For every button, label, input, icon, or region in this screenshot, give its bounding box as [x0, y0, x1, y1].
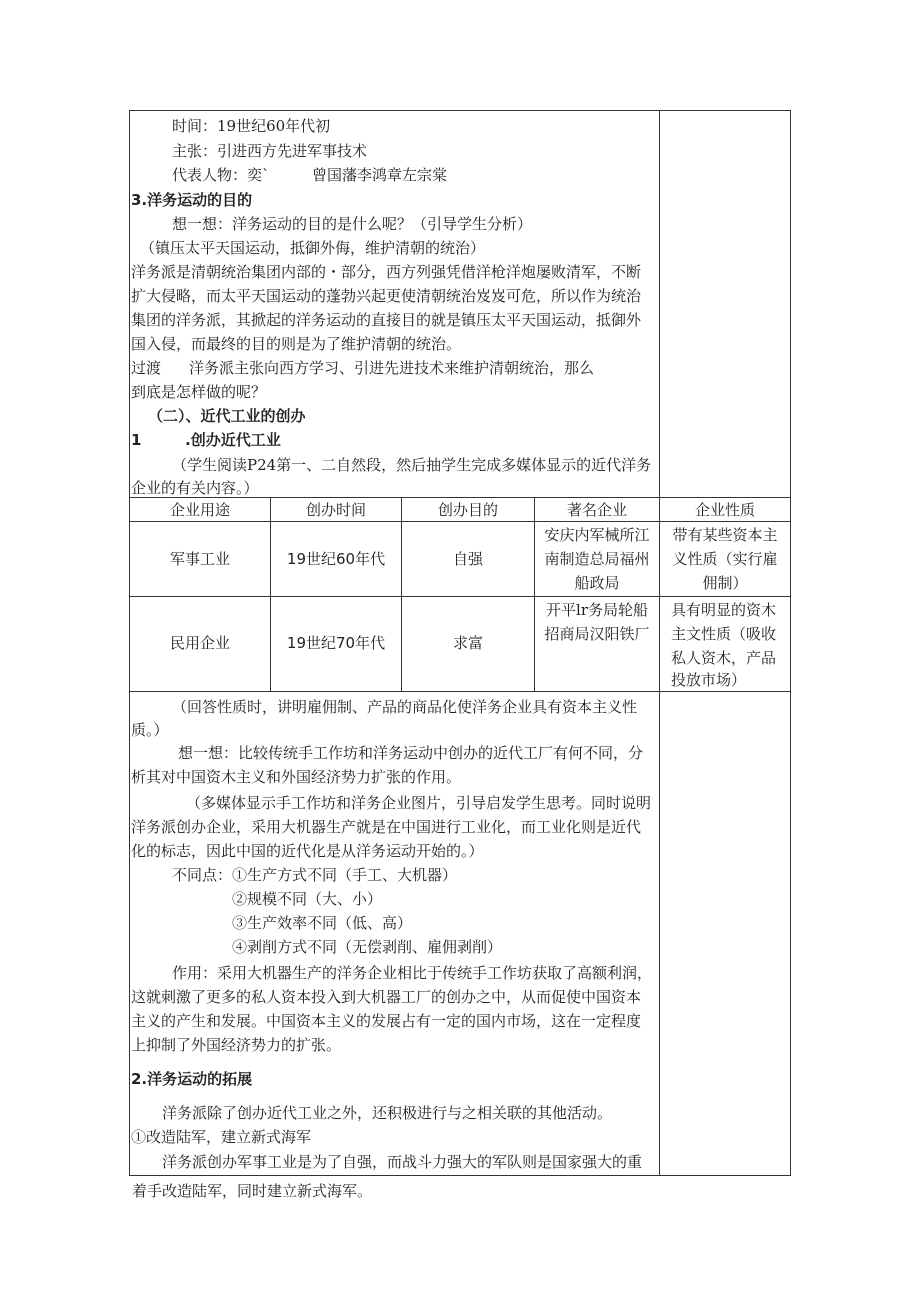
row1-nature-1: 带有某些资本主	[672, 526, 778, 544]
main-column-divider-bottom	[659, 691, 660, 1176]
para1-line2: 扩大侵略，而太平天国运动的蓬勃兴起更使清朝统治岌岌可危，所以作为统治	[131, 287, 642, 305]
row1-company-1: 安庆内军械所江	[544, 526, 650, 544]
row1-use: 军事工业	[169, 550, 230, 568]
think-question-2-line1: 想一想：比较传统手工作坊和洋务运动中创办的近代工厂有何不同，分	[178, 744, 644, 762]
row1-nature-2: 义性质（实行雇	[672, 550, 778, 568]
effect-line2: 这就刺激了更多的私人资本投入到大机器工厂的创办之中，从而促使中国资本	[131, 988, 642, 1006]
inner-col-divider-2	[401, 497, 402, 691]
effect-line4: 上抑制了外国经济势力的扩张。	[131, 1036, 342, 1054]
row2-nature-4: 投放市场）	[671, 671, 747, 689]
table-right-border	[790, 110, 791, 1176]
row2-nature-1: 具有明显的资木	[671, 601, 777, 619]
para1-line4: 国入侵，而最终的目的则是为了维护清朝的统治。	[131, 335, 462, 353]
heading-expand: 2.洋务运动的拓展	[131, 1070, 253, 1088]
row1-company-2: 南制造总局福州	[544, 550, 650, 568]
row2-nature-2: 主文性质（吸收	[671, 625, 777, 643]
row2-company-2: 招商局汉阳铁厂	[544, 625, 650, 643]
item1-text: 洋务派创办军事工业是为了自强，而战斗力强大的军队则是国家强大的重	[162, 1153, 643, 1171]
table-top-border	[129, 110, 790, 111]
transition-text: 洋务派主张向西方学习、引进先进技术来维护清朝统治，那么	[189, 359, 595, 377]
diff-item-4: ④剥削方式不同（无偿剥削、雇佣剥削）	[232, 938, 503, 956]
reps-label: 代表人物：奕`	[172, 166, 270, 184]
diff-label: 不同点：	[172, 866, 233, 884]
claim-line: 主张：引进西方先进军事技术	[172, 142, 368, 160]
row2-nature-3: 私人资木，产品	[671, 649, 777, 667]
heading-purpose: 3.洋务运动的目的	[131, 191, 253, 209]
media-note-line3: 化的标志，因此中国的近代化是从洋务运动开始的。）	[131, 842, 484, 860]
header-purpose: 创办目的	[437, 501, 498, 519]
row1-purpose: 自强	[452, 550, 483, 568]
reading-line2: 企业的有关内容。）	[131, 479, 259, 497]
header-nature: 企业性质	[694, 501, 755, 519]
think-question-1: 想一想：洋务运动的目的是什么呢？（引导学生分析）	[172, 215, 533, 233]
effect-line1: 作用：采用大机器生产的洋务企业相比于传统手工作坊获取了高额利润，	[172, 964, 653, 982]
row1-nature-3: 佣制）	[702, 574, 748, 592]
reps-names: 曾国藩李鸿章左宗棠	[312, 166, 448, 184]
inner-table-row1-bottom	[129, 596, 790, 597]
row2-purpose: 求富	[452, 634, 483, 652]
row2-use: 民用企业	[169, 634, 230, 652]
header-companies: 著名企业	[566, 501, 627, 519]
effect-line3: 主义的产生和发展。中国资本主义的发展占有一定的国内市场，这在一定程度	[131, 1012, 642, 1030]
answer-note-line1: （回答性质时，讲明雇佣制、产品的商品化使洋务企业具有资本主义性	[172, 698, 638, 716]
reading-line1: （学生阅读P24第一、二自然段，然后抽学生完成多媒体显示的近代洋务	[172, 456, 652, 474]
inner-col-divider-1	[270, 497, 271, 691]
sub-heading-num: 1	[131, 431, 142, 449]
header-time: 创办时间	[305, 501, 366, 519]
expand-text: 洋务派除了创办近代工业之外，还积极进行与之相关联的其他活动。	[162, 1104, 613, 1122]
section-heading-industry: （二）、近代工业的创办	[148, 407, 306, 425]
inner-table-header-bottom	[129, 521, 790, 522]
sub-heading-title: .创办近代工业	[185, 431, 281, 449]
inner-table-bottom	[129, 691, 790, 692]
header-use: 企业用途	[169, 501, 230, 519]
row1-company-3: 船政局	[574, 574, 620, 592]
para1-line1: 洋务派是清朝统治集团内部的・部分，西方列强凭借洋枪洋炮屡败清军，不断	[131, 263, 642, 281]
row1-time: 19世纪60年代	[286, 550, 386, 568]
after-table-text: 着手改造陆军，同时建立新式海军。	[132, 1182, 373, 1200]
main-column-divider-top	[659, 110, 660, 497]
answer-note-line2: 质。）	[131, 721, 169, 739]
media-note-line1: （多媒体显示手工作坊和洋务企业图片，引导启发学生思考。同时说明	[186, 794, 652, 812]
media-note-line2: 洋务派创办企业，采用大机器生产就是在中国进行工业化，而工业化则是近代	[131, 818, 642, 836]
table-bottom-border	[129, 1175, 790, 1176]
time-line: 时间：19世纪60年代初	[172, 117, 331, 135]
transition-label: 过渡	[131, 359, 162, 377]
diff-item-3: ③生产效率不同（低、高）	[232, 914, 413, 932]
transition-text-2: 到底是怎样做的呢？	[131, 383, 267, 401]
row2-time: 19世纪70年代	[286, 634, 386, 652]
think-question-2-line2: 析其对中国资木主义和外国经济势力扩张的作用。	[131, 768, 462, 786]
diff-item-1: ①生产方式不同（手工、大机器）	[232, 866, 458, 884]
row2-company-1: 开平lr务局轮船	[546, 601, 648, 619]
para1-line3: 集团的洋务派，其掀起的洋务运动的直接目的就是镇压太平天国运动，抵御外	[131, 311, 642, 329]
diff-item-2: ②规模不同（大、小）	[232, 890, 383, 908]
item1-title: ①改造陆军，建立新式海军	[131, 1128, 312, 1146]
answer-1: （镇压太平天国运动，抵御外侮，维护清朝的统治）	[140, 239, 486, 257]
